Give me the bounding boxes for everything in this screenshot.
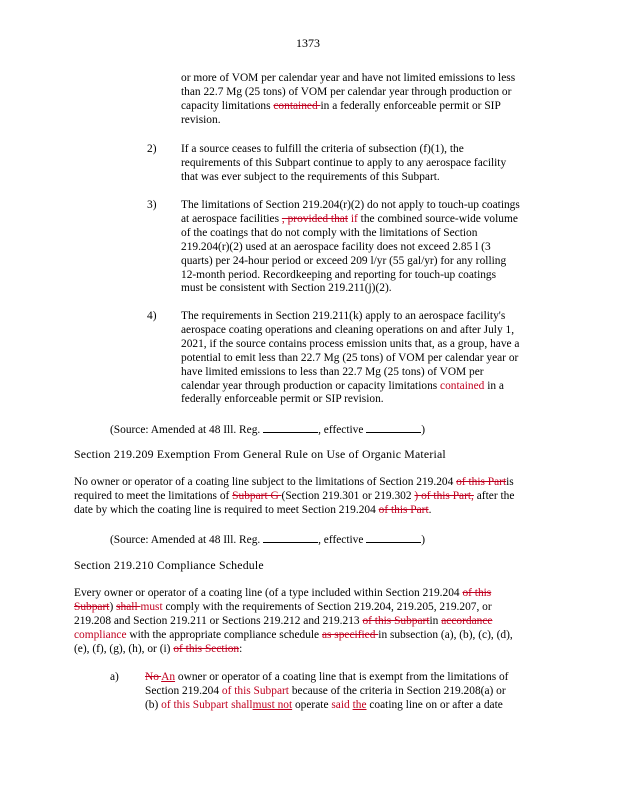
deleted-text: shall — [116, 600, 141, 613]
section-209-body — [74, 476, 554, 518]
section-210-body — [74, 587, 554, 657]
inserted-text: if — [348, 212, 358, 225]
inserted-text: said — [331, 698, 350, 711]
inserted-text: compliance — [74, 628, 127, 641]
deleted-text: No — [145, 671, 162, 683]
inserted-text: the — [352, 698, 367, 711]
text-line: Section 219.204 of this Subpart because of the criteria in Section 219.208(a) or — [145, 684, 506, 697]
text-line: (b) of this Subpart shallmust not operate said the coating line on or after a date — [145, 698, 503, 711]
inserted-text: of this Subpart shall — [161, 698, 253, 711]
inserted-text: of this Subpart — [221, 684, 289, 697]
deleted-text: accordance — [441, 614, 493, 627]
text-line: compliance with the appropriate compliance schedule as specified in subsection (a), (b), (c), (d), — [74, 628, 513, 641]
text-line: 12-month period. Recordkeeping and reporting for touch-up coatings — [181, 268, 497, 281]
text-line: revision. — [181, 113, 221, 126]
blank-line — [366, 422, 421, 433]
subsection-2 — [181, 143, 561, 185]
item-number: 4) — [147, 310, 157, 322]
text-line: date by which the coating line is required to meet Section 219.204 of this Part. — [74, 503, 432, 516]
text-line: No An owner or operator of a coating line that is exempt from the limitations of — [145, 671, 509, 683]
inserted-text: must not — [252, 698, 293, 711]
text-line: of the coatings that do not comply with the limitations of Section — [181, 226, 478, 239]
text-line: have limited emissions to less than 22.7 Mg (25 tons) of VOM per — [181, 365, 484, 378]
deleted-text: of this — [462, 587, 492, 599]
deleted-text: of this Subpart — [362, 614, 430, 627]
text-line: (e), (f), (g), (h), or (i) of this Section: — [74, 642, 243, 655]
text-line: 219.204(r)(2) used at an aerospace facility does not exceed 2.85 l (3 — [181, 240, 491, 253]
section-heading: Section 219.209 Exemption From General Rule on Use of Organic Material — [74, 447, 446, 461]
deleted-text: Subpart G — [232, 489, 282, 502]
text-line: The limitations of Section 219.204(r)(2) do not apply to touch-up coatings — [181, 199, 520, 211]
inserted-text: contained — [437, 379, 485, 392]
text-line: Every owner or operator of a coating line (of a type included within Section 219.204 of this — [74, 587, 492, 599]
deleted-text: ) of this Part, — [414, 489, 474, 502]
deleted-text: contained — [273, 99, 321, 112]
text-line: The requirements in Section 219.211(k) apply to an aerospace facility's — [181, 310, 506, 322]
inserted-text: must — [140, 600, 163, 613]
text-line: must be consistent with Section 219.211(j)(2). — [181, 282, 392, 295]
deleted-text: of this Part — [378, 503, 429, 516]
deleted-text: , provided that — [281, 212, 349, 225]
section-heading: Section 219.210 Compliance Schedule — [74, 558, 264, 572]
deleted-text: as specified — [321, 628, 379, 641]
blank-line — [366, 532, 421, 543]
text-line: 219.208 and Section 219.211 or Sections 219.212 and 219.213 of this Subpartin accordance — [74, 614, 493, 627]
deleted-text: of this Part — [456, 476, 507, 488]
text-line: calendar year through production or capacity limitations contained in a — [181, 379, 504, 392]
subsection-3 — [181, 199, 561, 296]
text-line: If a source ceases to fulfill the criteria of subsection (f)(1), the — [181, 143, 464, 155]
item-number: 3) — [147, 199, 157, 211]
inserted-text: An — [161, 671, 176, 683]
text-line: requirements of this Subpart continue to apply to any aerospace facility — [181, 156, 507, 169]
item-number: a) — [110, 671, 119, 683]
continuation-paragraph — [181, 72, 561, 128]
text-line: potential to emit less than 22.7 Mg (25 tons) of VOM per calendar year or — [181, 351, 519, 364]
text-line: No owner or operator of a coating line subject to the limitations of Section 219.204 of this Partis — [74, 476, 514, 488]
text-line: Subpart) shall must comply with the requirements of Section 219.204, 219.205, 219.207, or — [74, 600, 492, 613]
subsection-a — [145, 671, 565, 713]
blank-line — [263, 422, 318, 433]
item-number: 2) — [147, 143, 157, 155]
text-line: or more of VOM per calendar year and have not limited emissions to less — [181, 72, 516, 84]
text-line: that was ever subject to the requirements of this Subpart. — [181, 170, 440, 183]
deleted-text: Subpart — [74, 600, 110, 613]
text-line: required to meet the limitations of Subpart G (Section 219.301 or 219.302 ) of this Part, after the — [74, 489, 515, 502]
source-note: (Source: Amended at 48 Ill. Reg. , effective ) — [110, 534, 426, 546]
subsection-4 — [181, 310, 561, 407]
text-line: at aerospace facilities , provided that if the combined source-wide volume — [181, 212, 518, 225]
text-line: aerospace coating operations and cleaning operations on and after July 1, — [181, 323, 515, 336]
blank-line — [263, 532, 318, 543]
text-line: federally enforceable permit or SIP revision. — [181, 393, 384, 406]
source-note: (Source: Amended at 48 Ill. Reg. , effective ) — [110, 424, 426, 436]
page-number: 1373 — [296, 36, 320, 50]
text-line: than 22.7 Mg (25 tons) of VOM per calendar year through production or — [181, 85, 512, 98]
deleted-text: of this Section — [173, 642, 240, 655]
text-line: quarts) per 24-hour period or exceed 209 l/yr (55 gal/yr) for any rolling — [181, 254, 507, 267]
text-line: capacity limitations contained in a federally enforceable permit or SIP — [181, 99, 501, 112]
text-line: 2021, if the source contains process emission units that, as a group, have a — [181, 337, 520, 350]
